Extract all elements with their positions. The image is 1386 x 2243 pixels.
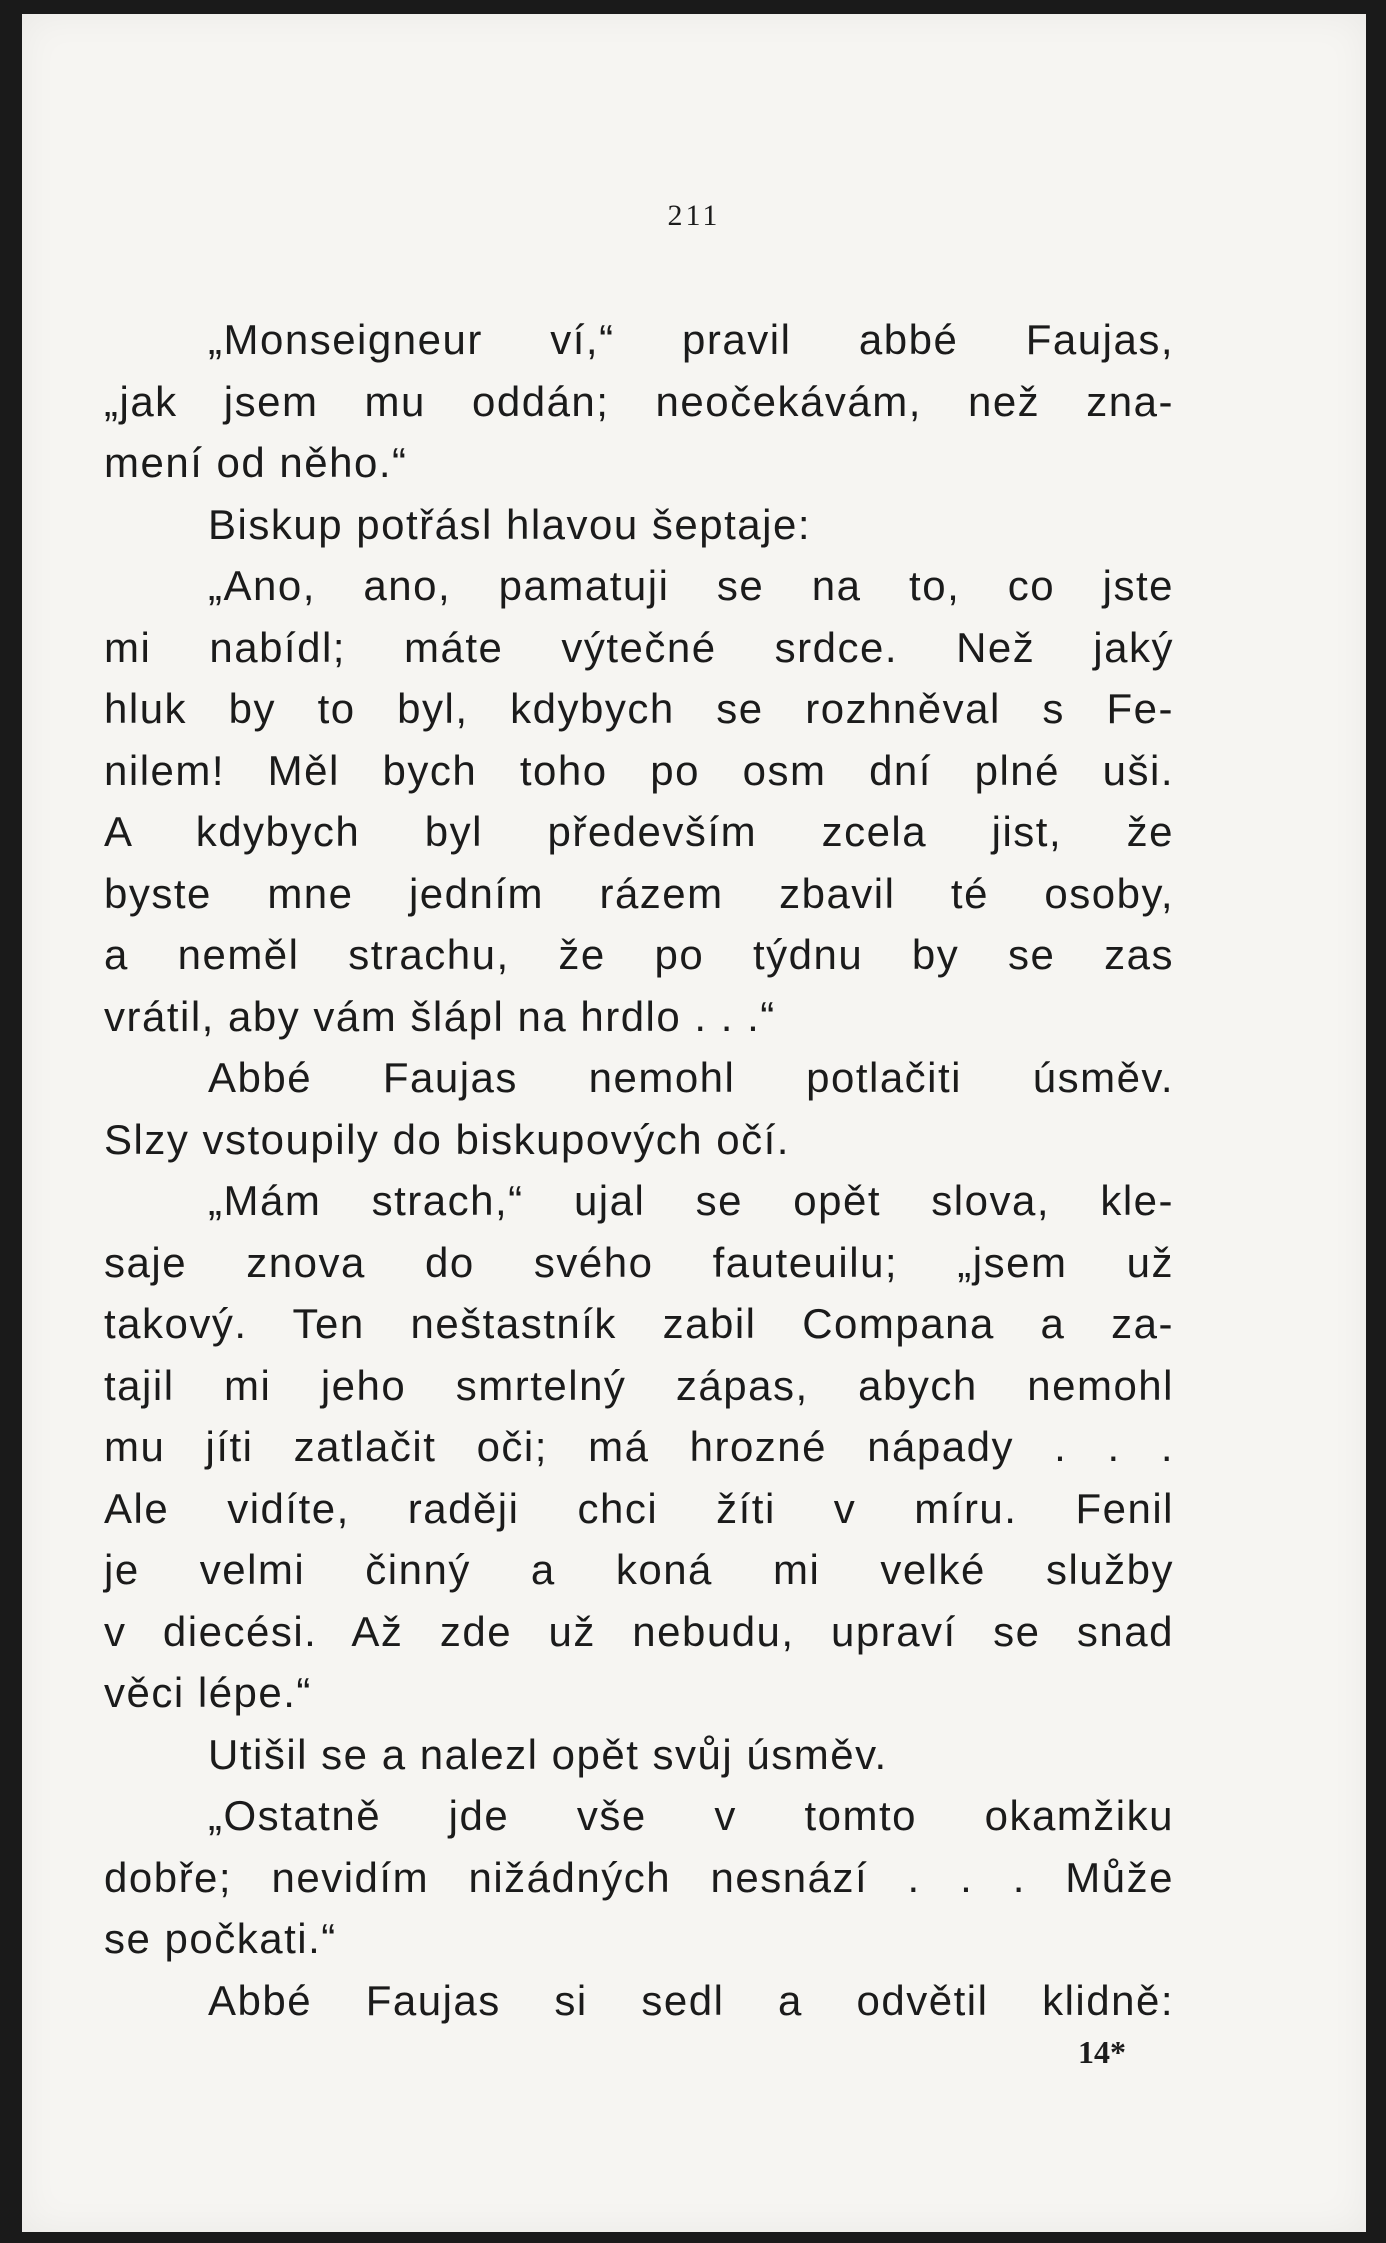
text-line: „Mám strach,“ ujal se opět slova, kle- — [208, 1177, 1174, 1224]
text-line: mu jíti zatlačit oči; má hrozné nápady . . . — [104, 1423, 1174, 1470]
text-line: Abbé Faujas si sedl a odvětil klidně: — [208, 1976, 1174, 2024]
text-line: nilem! Měl bych toho po osm dní plné uši. — [104, 746, 1174, 794]
text-line: saje znova do svého fauteuilu; „jsem už — [104, 1238, 1174, 1286]
text-line: se počkati.“ — [104, 1915, 337, 1962]
body-text — [104, 309, 1174, 2031]
book-page — [22, 14, 1366, 2232]
text-line: mení od něho.“ — [104, 439, 408, 486]
text-line: hluk by to byl, kdybych se rozhněval s Fe- — [104, 685, 1174, 732]
text-line: „jak jsem mu oddán; neočekávám, než zna- — [104, 377, 1174, 425]
text-line: mi nabídl; máte výtečné srdce. Než jaký — [104, 623, 1174, 671]
text-line: takový. Ten neštastník zabil Compana a za- — [104, 1300, 1174, 1347]
text-line: A kdybych byl především zcela jist, že — [104, 808, 1174, 855]
text-line: Ale vidíte, raději chci žíti v míru. Fenil — [104, 1484, 1174, 1532]
text-line: a neměl strachu, že po týdnu by se zas — [104, 931, 1174, 978]
text-line: byste mne jedním rázem zbavil té osoby, — [104, 869, 1174, 917]
text-line: dobře; nevidím nižádných nesnází . . . Může — [104, 1853, 1174, 1901]
signature-mark: 14* — [1078, 2034, 1126, 2070]
text-line: „Ano, ano, pamatuji se na to, co jste — [208, 562, 1174, 609]
text-line: Slzy vstoupily do biskupových očí. — [104, 1115, 790, 1163]
text-line: je velmi činný a koná mi velké služby — [104, 1546, 1174, 1593]
text-line: věci lépe.“ — [104, 1669, 312, 1716]
text-line: „Monseigneur ví,“ pravil abbé Faujas, — [208, 316, 1174, 363]
text-line: v diecési. Až zde už nebudu, upraví se snad — [104, 1607, 1174, 1655]
text-line: tajil mi jeho smrtelný zápas, abych nemohl — [104, 1361, 1174, 1409]
text-line: Biskup potřásl hlavou šeptaje: — [208, 500, 811, 548]
text-line: vrátil, aby vám šlápl na hrdlo . . .“ — [104, 992, 776, 1040]
page-number: 211 — [667, 199, 721, 232]
text-line: Abbé Faujas nemohl potlačiti úsměv. — [208, 1054, 1174, 1101]
text-line: „Ostatně jde vše v tomto okamžiku — [208, 1792, 1174, 1839]
text-line: Utišil se a nalezl opět svůj úsměv. — [208, 1730, 888, 1778]
